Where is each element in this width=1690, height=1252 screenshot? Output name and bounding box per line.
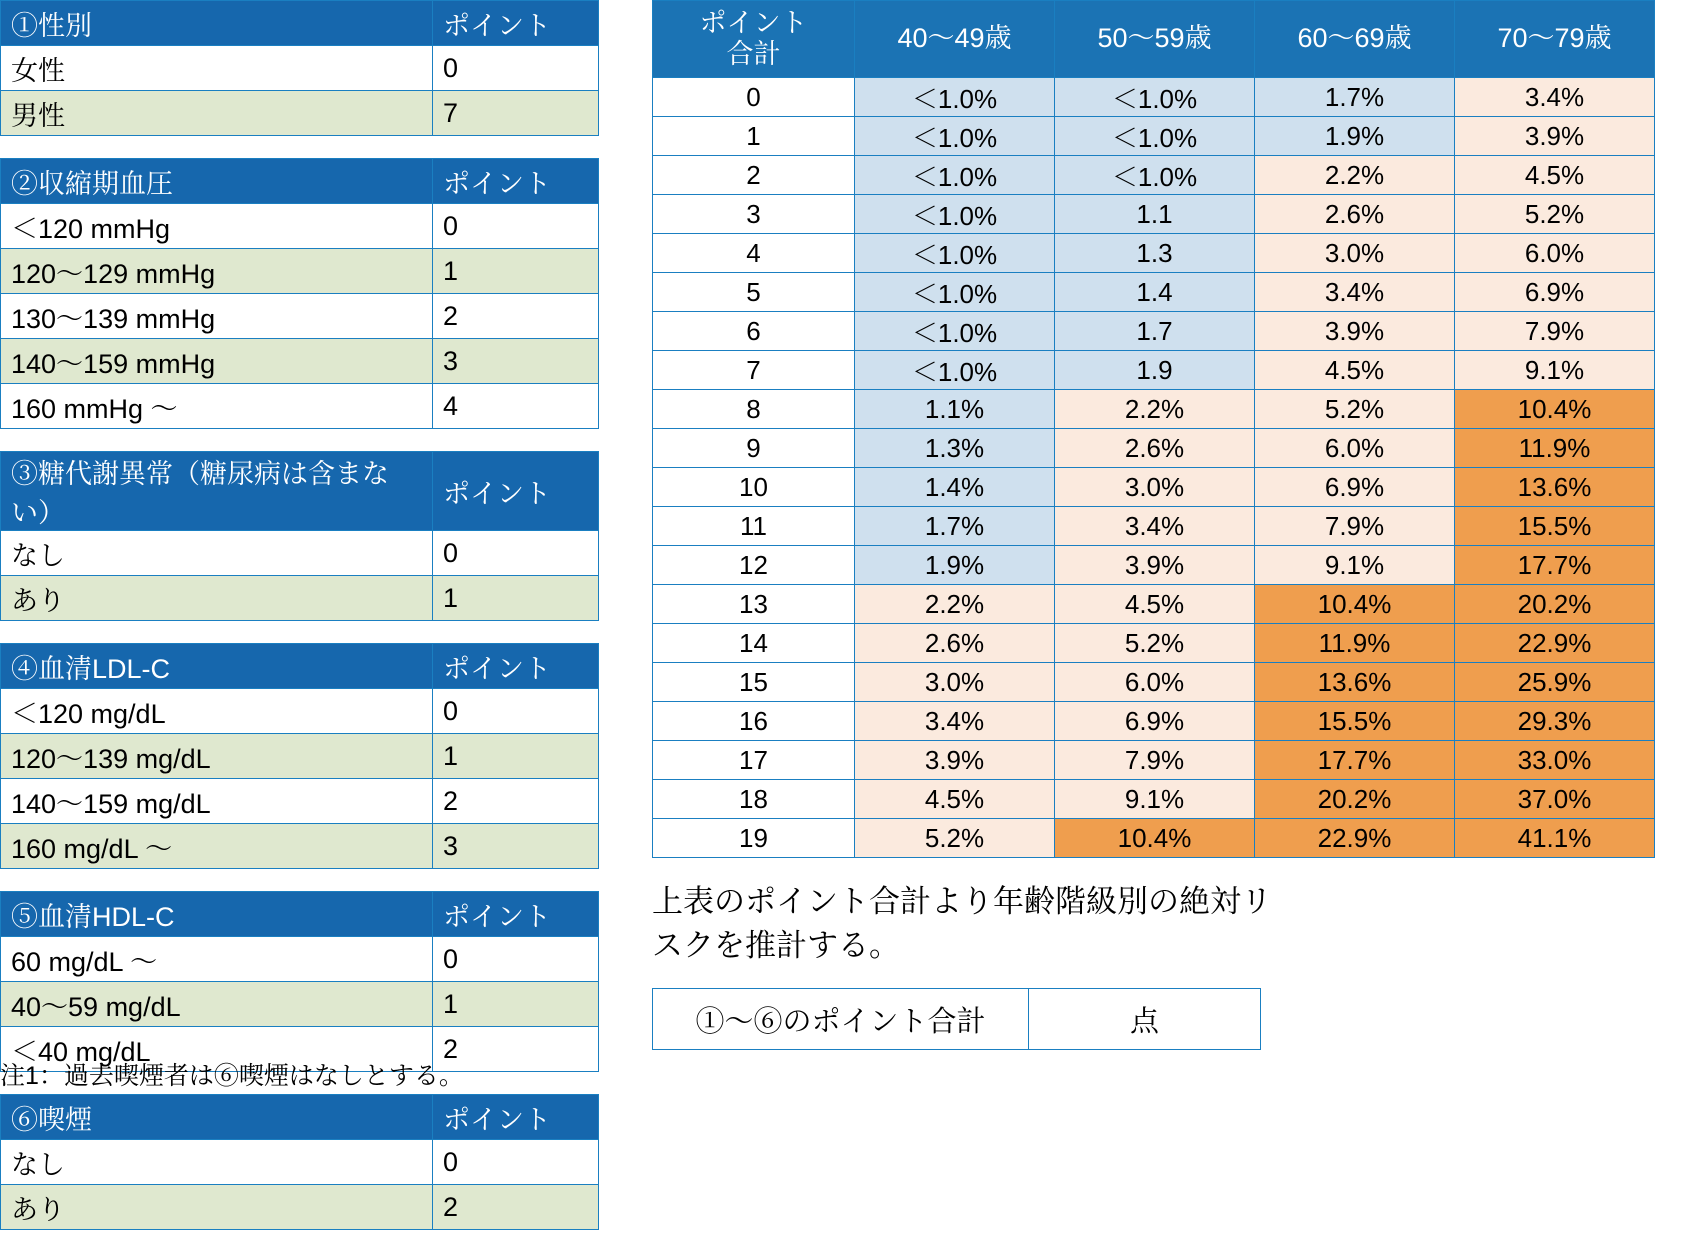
risk-cell: 3.4%: [855, 702, 1055, 741]
risk-cell: 9.1%: [1255, 546, 1455, 585]
point-row-label: 160 mmHg 〜: [1, 384, 433, 429]
risk-cell: 20.2%: [1455, 585, 1655, 624]
risk-cell: ＜1.0%: [855, 78, 1055, 117]
point-table-title: ⑥喫煙: [1, 1095, 433, 1140]
point-table-header-row: [1, 892, 599, 937]
risk-cell: 22.9%: [1455, 624, 1655, 663]
risk-row-point: 16: [653, 702, 855, 741]
risk-row-point: 9: [653, 429, 855, 468]
risk-cell: 2.6%: [1255, 195, 1455, 234]
point-row-label: 男性: [1, 91, 433, 136]
risk-cell: 5.2%: [1255, 390, 1455, 429]
risk-cell: 10.4%: [1055, 819, 1255, 858]
risk-cell: 11.9%: [1455, 429, 1655, 468]
point-total-box: [652, 988, 1261, 1050]
point-row-label: 160 mg/dL 〜: [1, 824, 433, 869]
table-row: [653, 234, 1655, 273]
point-table-point-header: ポイント: [433, 892, 599, 937]
point-row-value: 2: [433, 779, 599, 824]
point-row-label: なし: [1, 1140, 433, 1185]
risk-header-age-50: 50〜59歳: [1055, 1, 1255, 78]
risk-row-point: 8: [653, 390, 855, 429]
point-row-label: 40〜59 mg/dL: [1, 982, 433, 1027]
table-row: [653, 663, 1655, 702]
risk-row-point: 17: [653, 741, 855, 780]
risk-cell: 7.9%: [1455, 312, 1655, 351]
point-row-label: 120〜139 mg/dL: [1, 734, 433, 779]
risk-cell: 6.9%: [1255, 468, 1455, 507]
risk-cell: 1.9%: [1255, 117, 1455, 156]
table-row: [653, 429, 1655, 468]
table-row: [653, 468, 1655, 507]
risk-header-point-line2: 合計: [726, 39, 781, 69]
risk-cell: 1.1%: [855, 390, 1055, 429]
point-table-row: [1, 339, 599, 384]
point-row-value: 0: [433, 937, 599, 982]
point-row-label: あり: [1, 1185, 433, 1230]
point-table: [0, 891, 599, 1072]
point-row-label: 60 mg/dL 〜: [1, 937, 433, 982]
point-table-row: [1, 384, 599, 429]
risk-cell: 3.9%: [1255, 312, 1455, 351]
risk-cell: ＜1.0%: [855, 117, 1055, 156]
point-row-value: 0: [433, 1140, 599, 1185]
risk-cell: 6.9%: [1455, 273, 1655, 312]
risk-cell: 6.0%: [1455, 234, 1655, 273]
risk-cell: 3.0%: [1255, 234, 1455, 273]
risk-cell: 25.9%: [1455, 663, 1655, 702]
risk-cell: ＜1.0%: [855, 234, 1055, 273]
risk-cell: 3.9%: [1055, 546, 1255, 585]
risk-cell: 1.1: [1055, 195, 1255, 234]
risk-row-point: 13: [653, 585, 855, 624]
risk-cell: 4.5%: [1055, 585, 1255, 624]
point-table: [0, 158, 599, 429]
risk-cell: 17.7%: [1255, 741, 1455, 780]
table-row: [653, 195, 1655, 234]
point-row-value: 3: [433, 339, 599, 384]
point-row-label: 120〜129 mmHg: [1, 249, 433, 294]
risk-cell: 1.7%: [855, 507, 1055, 546]
risk-cell: ＜1.0%: [855, 351, 1055, 390]
point-table-title: ⑤血清HDL-C: [1, 892, 433, 937]
table-row: [653, 156, 1655, 195]
point-table: [0, 0, 599, 136]
risk-cell: 1.9%: [855, 546, 1055, 585]
risk-cell: 22.9%: [1255, 819, 1455, 858]
risk-cell: 5.2%: [1455, 195, 1655, 234]
risk-cell: ＜1.0%: [1055, 117, 1255, 156]
point-row-label: 140〜159 mmHg: [1, 339, 433, 384]
point-table-row: [1, 1185, 599, 1230]
risk-header-age-60: 60〜69歳: [1255, 1, 1455, 78]
risk-cell: 41.1%: [1455, 819, 1655, 858]
risk-row-point: 12: [653, 546, 855, 585]
risk-cell: 1.4%: [855, 468, 1055, 507]
risk-row-point: 5: [653, 273, 855, 312]
risk-cell: 15.5%: [1255, 702, 1455, 741]
risk-cell: ＜1.0%: [855, 156, 1055, 195]
risk-cell: 3.0%: [1055, 468, 1255, 507]
risk-cell: 20.2%: [1255, 780, 1455, 819]
risk-cell: 33.0%: [1455, 741, 1655, 780]
absolute-risk-table: [652, 0, 1655, 858]
point-row-value: 4: [433, 384, 599, 429]
risk-cell: 4.5%: [1455, 156, 1655, 195]
risk-cell: 29.3%: [1455, 702, 1655, 741]
risk-cell: ＜1.0%: [1055, 156, 1255, 195]
risk-cell: 6.9%: [1055, 702, 1255, 741]
point-table-point-header: ポイント: [433, 159, 599, 204]
point-total-unit[interactable]: 点: [1029, 989, 1261, 1050]
risk-cell: 5.2%: [1055, 624, 1255, 663]
risk-cell: 3.0%: [855, 663, 1055, 702]
table-row: [653, 780, 1655, 819]
point-row-label: ＜120 mg/dL: [1, 689, 433, 734]
point-table-header-row: [1, 644, 599, 689]
risk-cell: 1.3: [1055, 234, 1255, 273]
point-row-value: 2: [433, 294, 599, 339]
point-row-value: 1: [433, 734, 599, 779]
point-table-row: [1, 937, 599, 982]
point-table-row: [1, 91, 599, 136]
risk-cell: 7.9%: [1255, 507, 1455, 546]
point-row-value: 3: [433, 824, 599, 869]
risk-cell: 11.9%: [1255, 624, 1455, 663]
risk-cell: 6.0%: [1255, 429, 1455, 468]
point-row-label: 130〜139 mmHg: [1, 294, 433, 339]
risk-cell: 2.6%: [855, 624, 1055, 663]
point-table: [0, 451, 599, 621]
risk-cell: 4.5%: [855, 780, 1055, 819]
risk-cell: 9.1%: [1455, 351, 1655, 390]
point-table: [0, 1094, 599, 1230]
point-table-row: [1, 1140, 599, 1185]
table-row: [653, 546, 1655, 585]
point-table-row: [1, 824, 599, 869]
point-row-value: 0: [433, 46, 599, 91]
point-total-row: [653, 989, 1261, 1050]
point-table-row: [1, 734, 599, 779]
risk-cell: 15.5%: [1455, 507, 1655, 546]
table-row: [653, 507, 1655, 546]
risk-row-point: 1: [653, 117, 855, 156]
risk-header-point: [653, 1, 855, 78]
point-row-value: 0: [433, 204, 599, 249]
risk-cell: 13.6%: [1455, 468, 1655, 507]
risk-cell: 7.9%: [1055, 741, 1255, 780]
point-row-label: 女性: [1, 46, 433, 91]
risk-cell: 1.7%: [1255, 78, 1455, 117]
table-row: [653, 624, 1655, 663]
risk-cell: 10.4%: [1455, 390, 1655, 429]
point-row-label: ＜40 mg/dL: [1, 1027, 433, 1072]
point-row-value: 7: [433, 91, 599, 136]
risk-cell: 4.5%: [1255, 351, 1455, 390]
point-table-row: [1, 531, 599, 576]
point-table-row: [1, 249, 599, 294]
table-row: [653, 117, 1655, 156]
point-row-label: ＜120 mmHg: [1, 204, 433, 249]
risk-table-body: [653, 78, 1655, 858]
point-table-title: ①性別: [1, 1, 433, 46]
risk-cell: 3.9%: [855, 741, 1055, 780]
point-row-value: 0: [433, 531, 599, 576]
risk-cell: 37.0%: [1455, 780, 1655, 819]
table-row: [653, 585, 1655, 624]
risk-cell: 2.2%: [1255, 156, 1455, 195]
risk-table-head: [653, 1, 1655, 78]
point-table-row: [1, 779, 599, 824]
risk-cell: 1.4: [1055, 273, 1255, 312]
point-table-point-header: ポイント: [433, 1095, 599, 1140]
point-table-row: [1, 689, 599, 734]
table-row: [653, 741, 1655, 780]
risk-row-point: 2: [653, 156, 855, 195]
point-table: [0, 643, 599, 869]
risk-cell: ＜1.0%: [1055, 78, 1255, 117]
risk-row-point: 14: [653, 624, 855, 663]
point-total-label: ①〜⑥のポイント合計: [653, 989, 1029, 1050]
risk-row-point: 0: [653, 78, 855, 117]
risk-cell: 5.2%: [855, 819, 1055, 858]
risk-row-point: 3: [653, 195, 855, 234]
point-table-point-header: ポイント: [433, 644, 599, 689]
risk-cell: 1.3%: [855, 429, 1055, 468]
table-row: [653, 702, 1655, 741]
risk-cell: 2.6%: [1055, 429, 1255, 468]
point-row-label: 140〜159 mg/dL: [1, 779, 433, 824]
point-table-row: [1, 204, 599, 249]
point-table-title: ③糖代謝異常（糖尿病は含まない）: [1, 452, 433, 531]
risk-cell: 13.6%: [1255, 663, 1455, 702]
caption-text: 上表のポイント合計より年齢階級別の絶対リスクを推計する。: [652, 884, 1272, 964]
risk-cell: ＜1.0%: [855, 195, 1055, 234]
point-table-point-header: ポイント: [433, 452, 599, 531]
risk-cell: 3.4%: [1455, 78, 1655, 117]
risk-cell: 17.7%: [1455, 546, 1655, 585]
risk-cell: ＜1.0%: [855, 273, 1055, 312]
point-row-value: 0: [433, 689, 599, 734]
risk-cell: 10.4%: [1255, 585, 1455, 624]
risk-header-row: [653, 1, 1655, 78]
risk-cell: 3.4%: [1255, 273, 1455, 312]
point-row-value: 1: [433, 249, 599, 294]
point-row-label: あり: [1, 576, 433, 621]
table-row: [653, 390, 1655, 429]
table-row: [653, 78, 1655, 117]
risk-header-age-70: 70〜79歳: [1455, 1, 1655, 78]
point-table-row: [1, 576, 599, 621]
risk-column: [652, 0, 1690, 1050]
point-row-value: 2: [433, 1185, 599, 1230]
risk-row-point: 19: [653, 819, 855, 858]
point-row-value: 1: [433, 982, 599, 1027]
table-row: [653, 351, 1655, 390]
footnote: 注1：過去喫煙者は⑥喫煙はなしとする。: [0, 1062, 464, 1090]
risk-cell: ＜1.0%: [855, 312, 1055, 351]
risk-row-point: 7: [653, 351, 855, 390]
risk-header-point-line1: ポイント: [699, 7, 808, 38]
risk-row-point: 11: [653, 507, 855, 546]
point-row-label: なし: [1, 531, 433, 576]
point-table-point-header: ポイント: [433, 1, 599, 46]
point-row-value: 1: [433, 576, 599, 621]
point-table-title: ④血清LDL-C: [1, 644, 433, 689]
risk-row-point: 4: [653, 234, 855, 273]
risk-cell: 1.7: [1055, 312, 1255, 351]
point-table-header-row: [1, 452, 599, 531]
point-table-header-row: [1, 159, 599, 204]
point-table-title: ②収縮期血圧: [1, 159, 433, 204]
risk-row-point: 15: [653, 663, 855, 702]
risk-cell: 2.2%: [855, 585, 1055, 624]
point-table-row: [1, 46, 599, 91]
risk-row-point: 18: [653, 780, 855, 819]
point-table-header-row: [1, 1, 599, 46]
risk-row-point: 6: [653, 312, 855, 351]
risk-row-point: 10: [653, 468, 855, 507]
table-row: [653, 819, 1655, 858]
risk-cell: 6.0%: [1055, 663, 1255, 702]
point-table-row: [1, 982, 599, 1027]
point-table-header-row: [1, 1095, 599, 1140]
risk-header-age-40: 40〜49歳: [855, 1, 1055, 78]
risk-cell: 3.9%: [1455, 117, 1655, 156]
risk-cell: 9.1%: [1055, 780, 1255, 819]
risk-cell: 2.2%: [1055, 390, 1255, 429]
risk-cell: 3.4%: [1055, 507, 1255, 546]
risk-cell: 1.9: [1055, 351, 1255, 390]
point-row-value: 2: [433, 1027, 599, 1072]
table-row: [653, 312, 1655, 351]
table-row: [653, 273, 1655, 312]
point-table-row: [1, 294, 599, 339]
